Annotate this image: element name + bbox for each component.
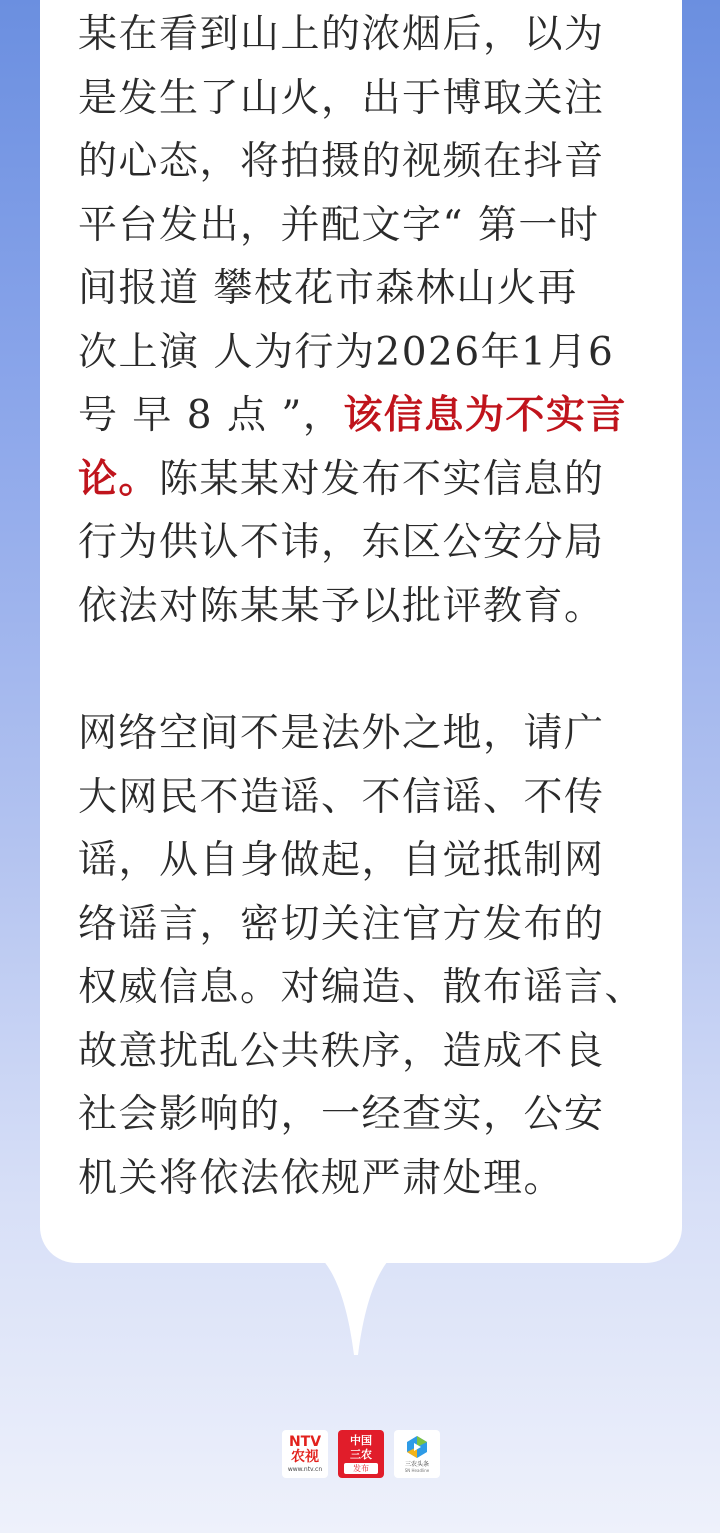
text-line: 次上演 人为行为2026年1月6 xyxy=(78,329,615,375)
publisher-logos xyxy=(282,1430,440,1478)
text-line: 权威信息。对编造、散布谣言、 xyxy=(78,965,646,1010)
text-line: 大网民不造谣、不信谣、不传 xyxy=(78,774,605,820)
text-line: 机关将依法依规严肃处理。 xyxy=(78,1155,565,1201)
sannong-toutiao-logo[interactable] xyxy=(394,1430,440,1478)
logo-text: NTV xyxy=(288,1434,322,1450)
logo-text: SN Headline xyxy=(404,1468,430,1473)
text-line: 平台发出，并配文字“ 第一时 xyxy=(78,202,600,248)
speech-bubble-tail xyxy=(280,1240,430,1360)
text-line xyxy=(78,384,627,448)
article-paragraph-2 xyxy=(78,702,645,1210)
logo-text: 三农头条 xyxy=(404,1461,429,1468)
zhongguo-sannong-logo[interactable] xyxy=(338,1430,384,1478)
logo-text: www.ntv.cn xyxy=(287,1466,323,1473)
text-line: 故意扰乱公共秩序，造成不良 xyxy=(78,1028,605,1074)
text-line: 是发生了山火，出于博取关注 xyxy=(78,75,605,121)
text-line: 网络空间不是法外之地，请广 xyxy=(78,711,605,756)
article-paragraph-1 xyxy=(78,3,627,638)
text-line xyxy=(78,448,627,512)
text-line: 间报道 攀枝花市森林山火再 xyxy=(78,266,578,311)
text-line: 社会影响的，一经查实，公安 xyxy=(78,1092,605,1137)
text-segment: 陈某某对发布不实信息的 xyxy=(159,456,605,502)
text-line: 谣，从自身做起，自觉抵制网 xyxy=(78,838,605,883)
highlighted-text: 该信息为不实言 xyxy=(343,392,627,438)
text-line: 某在看到山上的浓烟后，以为 xyxy=(78,12,605,57)
highlighted-text: 论。 xyxy=(78,455,160,502)
text-line: 络谣言，密切关注官方发布的 xyxy=(78,901,605,947)
logo-text: 发布 xyxy=(344,1463,378,1474)
text-line: 的心态，将拍摄的视频在抖音 xyxy=(78,139,605,184)
logo-text: 中国 xyxy=(350,1434,372,1447)
play-mark-icon xyxy=(405,1435,429,1459)
text-line: 行为供认不讳，东区公安分局 xyxy=(78,520,605,565)
text-segment: 号 早 8 点 ”， xyxy=(78,393,344,438)
text-line: 依法对陈某某予以批评教育。 xyxy=(78,583,605,629)
ntv-logo[interactable] xyxy=(282,1430,328,1478)
logo-text: 农视 xyxy=(291,1449,319,1465)
logo-text: 三农 xyxy=(350,1448,372,1461)
